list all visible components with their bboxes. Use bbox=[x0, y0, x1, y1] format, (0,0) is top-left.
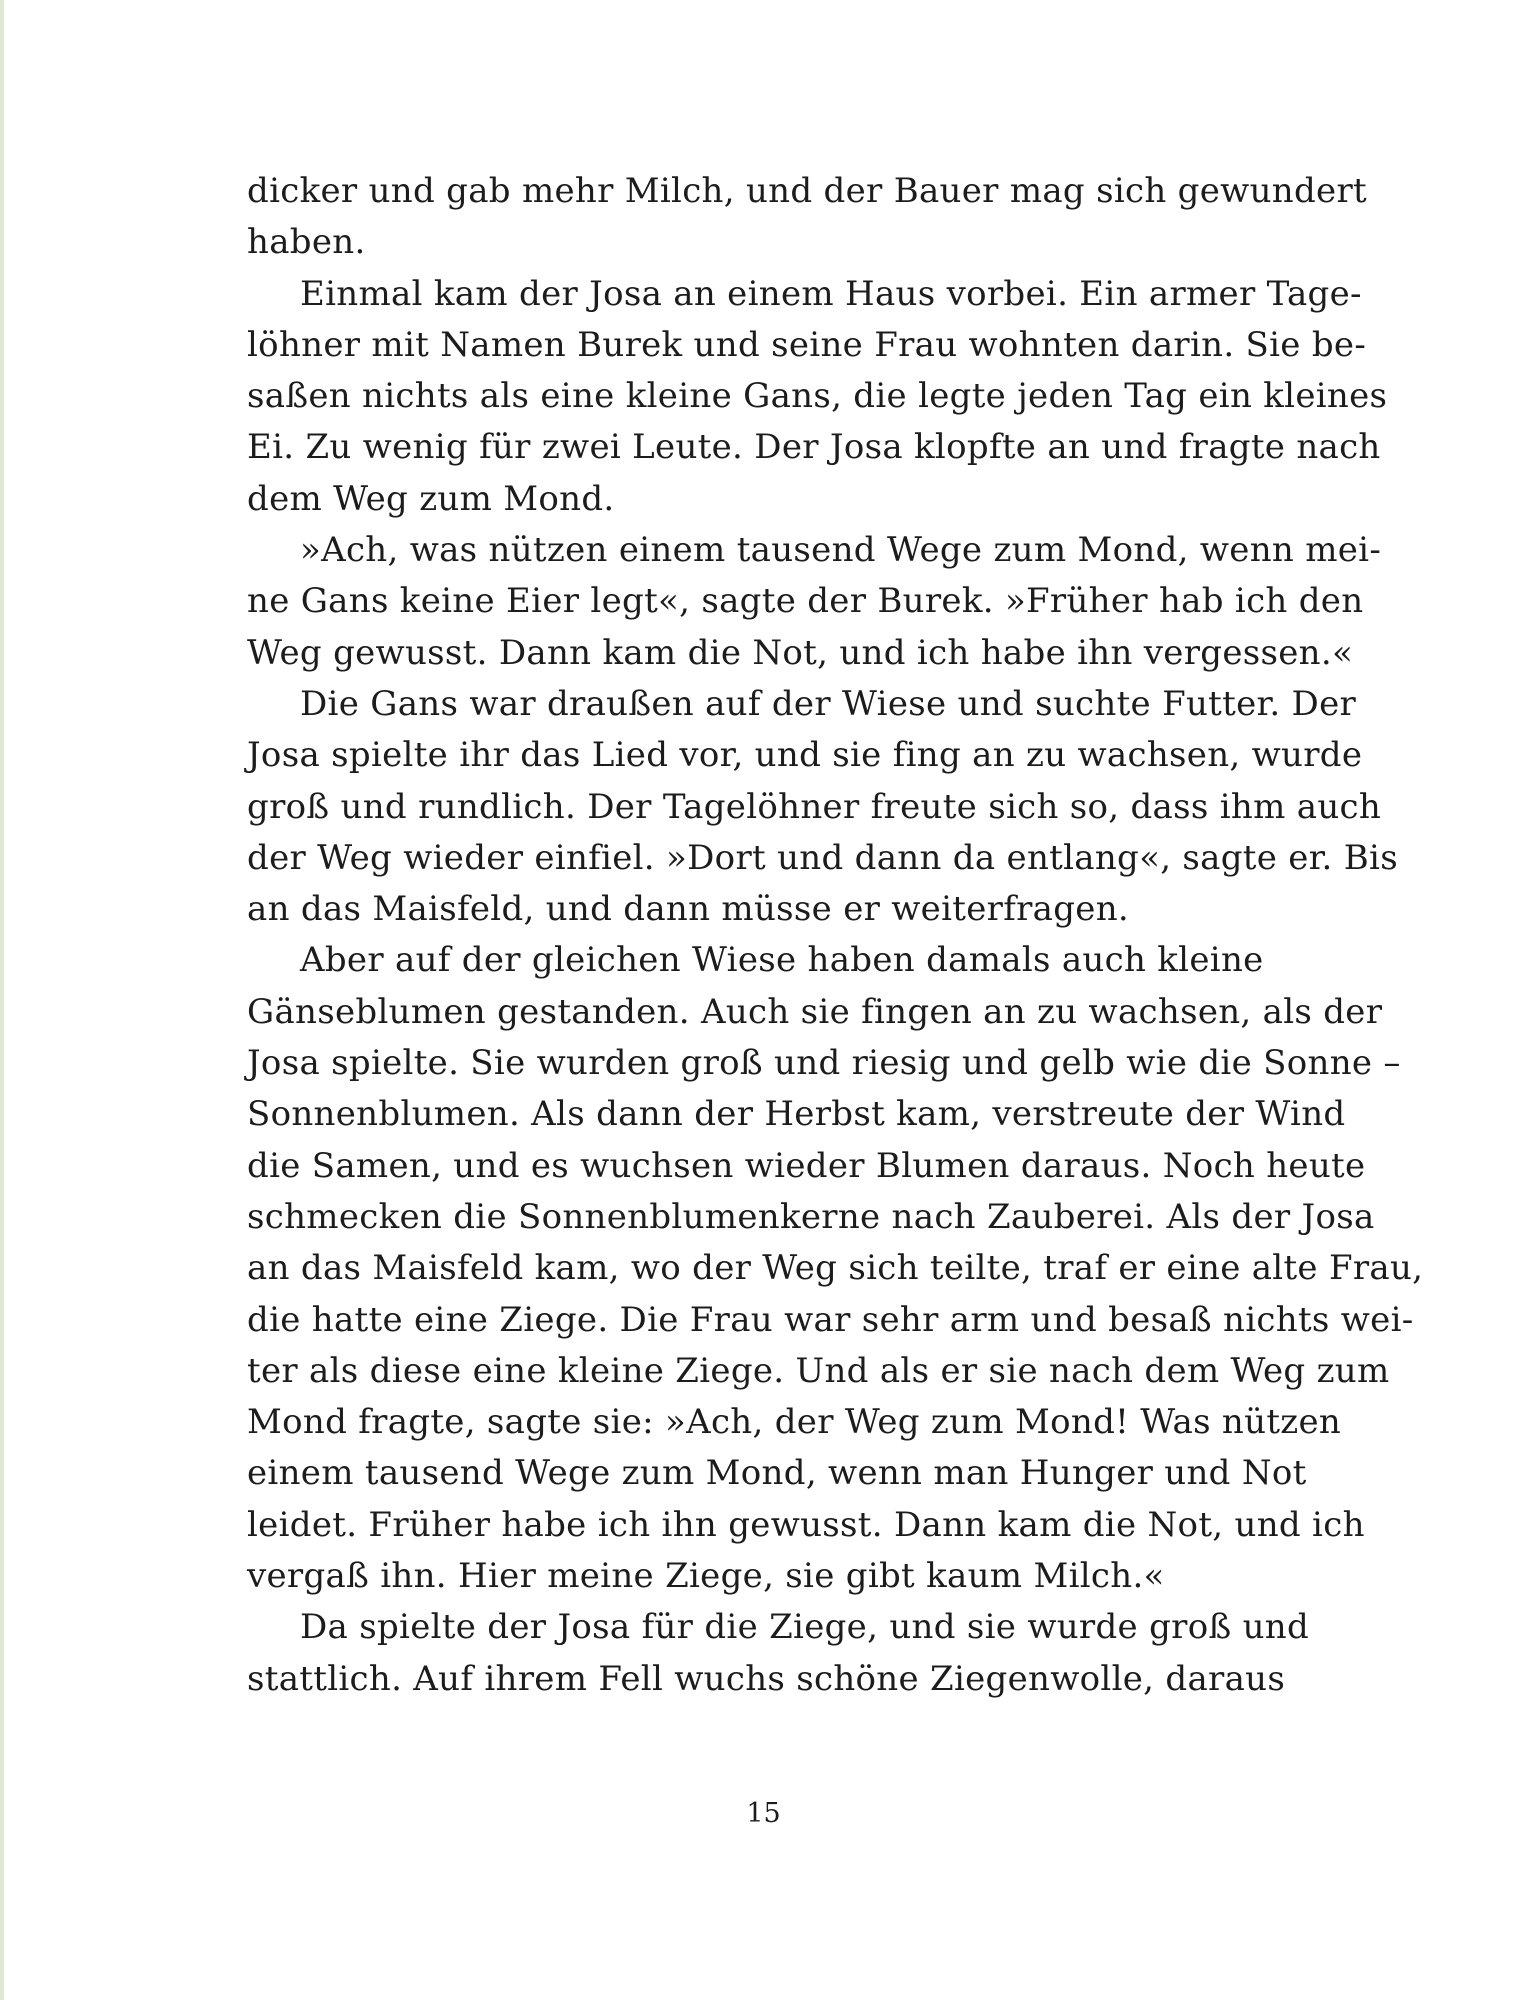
text-line: an das Maisfeld, und dann müsse er weiterfragen. bbox=[247, 889, 1130, 930]
text-line: die hatte eine Ziege. Die Frau war sehr arm und besaß nichts wei- bbox=[247, 1299, 1414, 1340]
page-edge bbox=[0, 0, 4, 2000]
text-line: die Samen, und es wuchsen wieder Blumen daraus. Noch heute bbox=[247, 1145, 1366, 1186]
text-line: haben. bbox=[247, 222, 366, 263]
text-line: Ei. Zu wenig für zwei Leute. Der Josa klopfte an und fragte nach bbox=[247, 427, 1381, 468]
text-line: Mond fragte, sagte sie: »Ach, der Weg zum Mond! Was nützen bbox=[247, 1402, 1342, 1443]
text-line: an das Maisfeld kam, wo der Weg sich teilte, traf er eine alte Frau, bbox=[247, 1248, 1424, 1289]
text-line: ne Gans keine Eier legt«, sagte der Burek. »Früher hab ich den bbox=[247, 581, 1364, 622]
text-line: saßen nichts als eine kleine Gans, die legte jeden Tag ein kleines bbox=[247, 376, 1388, 417]
text-line: dem Weg zum Mond. bbox=[247, 478, 615, 519]
text-line: ter als diese eine kleine Ziege. Und als er sie nach dem Weg zum bbox=[247, 1350, 1390, 1391]
text-line: dicker und gab mehr Milch, und der Bauer mag sich gewundert bbox=[247, 171, 1367, 211]
text-line: Sonnenblumen. Als dann der Herbst kam, verstreute der Wind bbox=[247, 1094, 1346, 1135]
body-text bbox=[247, 166, 1424, 1705]
text-line: Josa spielte ihr das Lied vor, und sie fing an zu wachsen, wurde bbox=[247, 735, 1363, 776]
text-line: stattlich. Auf ihrem Fell wuchs schöne Ziegenwolle, daraus bbox=[247, 1658, 1286, 1699]
text-line: vergaß ihn. Hier meine Ziege, sie gibt kaum Milch.« bbox=[247, 1556, 1165, 1597]
text-line: Da spielte der Josa für die Ziege, und sie wurde groß und bbox=[300, 1607, 1310, 1648]
page-number: 15 bbox=[746, 1798, 781, 1829]
text-line: schmecken die Sonnenblumenkerne nach Zauberei. Als der Josa bbox=[247, 1196, 1375, 1237]
text-line: Aber auf der gleichen Wiese haben damals auch kleine bbox=[300, 940, 1264, 981]
text-line: leidet. Früher habe ich ihn gewusst. Dann kam die Not, und ich bbox=[247, 1504, 1365, 1545]
text-line: Gänseblumen gestanden. Auch sie fingen an zu wachsen, als der bbox=[247, 991, 1383, 1032]
text-line: einem tausend Wege zum Mond, wenn man Hunger und Not bbox=[247, 1453, 1307, 1494]
text-line: Einmal kam der Josa an einem Haus vorbei. Ein armer Tage- bbox=[300, 273, 1362, 314]
text-line: löhner mit Namen Burek und seine Frau wohnten darin. Sie be- bbox=[247, 324, 1367, 365]
text-line: »Ach, was nützen einem tausend Wege zum Mond, wenn mei- bbox=[300, 530, 1382, 571]
text-line: Die Gans war draußen auf der Wiese und suchte Futter. Der bbox=[300, 683, 1357, 724]
text-line: Weg gewusst. Dann kam die Not, und ich habe ihn vergessen.« bbox=[247, 632, 1354, 673]
text-line: der Weg wieder einfiel. »Dort und dann da entlang«, sagte er. Bis bbox=[247, 837, 1398, 878]
text-line: Josa spielte. Sie wurden groß und riesig und gelb wie die Sonne – bbox=[247, 1043, 1401, 1084]
text-line: groß und rundlich. Der Tagelöhner freute sich so, dass ihm auch bbox=[247, 786, 1382, 827]
